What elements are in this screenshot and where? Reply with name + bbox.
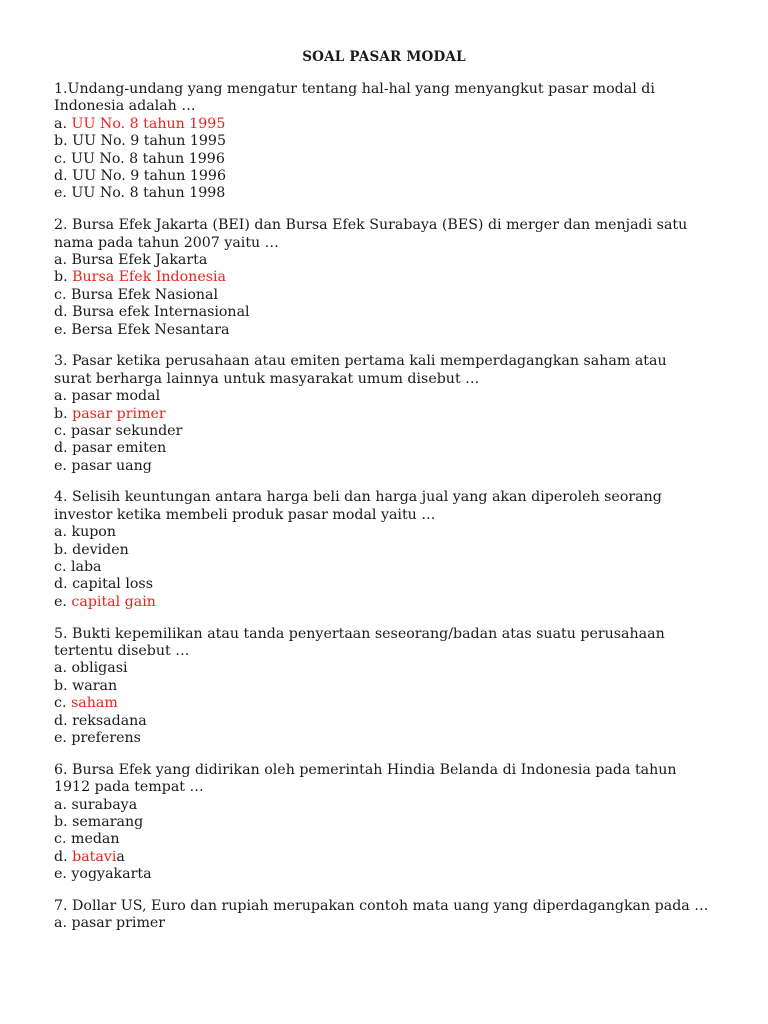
option-text: pasar emiten — [72, 440, 167, 457]
option-e — [54, 458, 724, 475]
option-text: yogyakarta — [71, 866, 152, 883]
option-a — [54, 116, 724, 133]
option-text-suffix: a — [116, 848, 125, 865]
option-text: capital loss — [72, 576, 153, 593]
option-d — [54, 713, 724, 730]
option-c — [54, 151, 724, 168]
option-letter: c. — [54, 286, 67, 303]
option-letter: e. — [54, 457, 67, 474]
option-text: surabaya — [71, 796, 138, 813]
option-text: medan — [70, 831, 120, 848]
option-a — [54, 252, 724, 269]
option-a — [54, 797, 724, 814]
option-e — [54, 866, 724, 883]
option-text-correct: saham — [70, 695, 118, 712]
option-c — [54, 287, 724, 304]
option-text: pasar modal — [71, 388, 161, 405]
option-letter: b. — [54, 269, 68, 286]
question-list — [54, 81, 724, 947]
option-e — [54, 185, 724, 202]
option-letter: a. — [54, 796, 67, 813]
option-letter: d. — [54, 576, 68, 593]
question-3 — [54, 353, 724, 475]
option-d — [54, 576, 724, 593]
option-d — [54, 440, 724, 457]
option-letter: a. — [54, 524, 67, 541]
option-a — [54, 915, 724, 932]
option-text: UU No. 9 tahun 1995 — [72, 133, 226, 150]
option-letter: a. — [54, 115, 67, 132]
question-2 — [54, 217, 724, 339]
option-text: Bursa Efek Jakarta — [71, 251, 208, 268]
option-letter: c. — [54, 695, 67, 712]
option-text-correct: Bursa Efek Indonesia — [72, 269, 226, 286]
question-7 — [54, 898, 724, 933]
option-letter: d. — [54, 168, 68, 185]
option-text-correct: pasar primer — [72, 405, 166, 422]
option-letter: c. — [54, 831, 67, 848]
option-e — [54, 322, 724, 339]
option-letter: e. — [54, 185, 67, 202]
option-letter: e. — [54, 321, 67, 338]
question-4 — [54, 489, 724, 611]
option-letter: e. — [54, 593, 67, 610]
option-text: pasar uang — [71, 457, 152, 474]
option-text: semarang — [72, 813, 144, 830]
option-text: Bursa Efek Nasional — [70, 286, 219, 303]
option-letter: a. — [54, 251, 67, 268]
option-c — [54, 831, 724, 848]
question-1 — [54, 81, 724, 203]
option-d — [54, 849, 724, 866]
option-letter: b. — [54, 133, 68, 150]
option-e — [54, 730, 724, 747]
option-letter: c. — [54, 422, 67, 439]
option-a — [54, 660, 724, 677]
option-c — [54, 695, 724, 712]
option-text: Bersa Efek Nesantara — [71, 321, 230, 338]
option-e — [54, 594, 724, 611]
option-letter: e. — [54, 730, 67, 746]
option-b — [54, 133, 724, 150]
option-letter: a. — [54, 915, 67, 932]
document-title: SOAL PASAR MODAL — [302, 49, 466, 65]
option-b — [54, 814, 724, 831]
option-text: waran — [72, 677, 118, 694]
option-b — [54, 269, 724, 286]
option-letter: d. — [54, 440, 68, 457]
option-letter: c. — [54, 559, 67, 576]
question-text: 5. Bukti kepemilikan atau tanda penyertaan seseorang/badan atas suatu perusahaan tertentu disebut … — [54, 625, 665, 659]
option-d — [54, 304, 724, 321]
option-letter: a. — [54, 660, 67, 677]
option-text: Bursa efek Internasional — [72, 304, 250, 321]
question-6 — [54, 762, 724, 884]
option-text: kupon — [71, 524, 116, 541]
option-letter: a. — [54, 388, 67, 405]
option-text-correct: capital gain — [71, 593, 156, 610]
option-letter: b. — [54, 813, 68, 830]
option-text: UU No. 9 tahun 1996 — [72, 168, 226, 185]
option-letter: b. — [54, 405, 68, 422]
option-text-correct: UU No. 8 tahun 1995 — [71, 115, 226, 132]
option-letter: d. — [54, 304, 68, 321]
question-5 — [54, 626, 724, 748]
question-text: 7. Dollar US, Euro dan rupiah merupakan contoh mata uang yang diperdagangkan pada … — [54, 897, 709, 914]
question-text: 6. Bursa Efek yang didirikan oleh pemerintah Hindia Belanda di Indonesia pada tahun 1912 pada tempat … — [54, 761, 677, 796]
option-text: preferens — [71, 730, 141, 746]
option-text: pasar primer — [71, 915, 166, 932]
option-letter: b. — [54, 677, 68, 694]
option-text: deviden — [72, 541, 129, 558]
option-c — [54, 423, 724, 440]
option-letter: b. — [54, 541, 68, 558]
option-text: UU No. 8 tahun 1996 — [70, 150, 225, 167]
question-text: 1.Undang-undang yang mengatur tentang hal-hal yang menyangkut pasar modal di Indonesia adalah … — [54, 81, 655, 115]
question-text: 2. Bursa Efek Jakarta (BEI) dan Bursa Efek Surabaya (BES) di merger dan menjadi satu nama pada tahun 2007 yaitu … — [54, 217, 688, 251]
option-letter: d. — [54, 712, 68, 729]
option-a — [54, 524, 724, 541]
option-letter: e. — [54, 866, 67, 883]
option-text: obligasi — [71, 660, 128, 677]
option-text-correct: batavi — [72, 848, 117, 865]
option-b — [54, 542, 724, 559]
option-a — [54, 388, 724, 405]
option-letter: d. — [54, 848, 68, 865]
question-text: 3. Pasar ketika perusahaan atau emiten pertama kali memperdagangkan saham atau surat berharga lainnya untuk masyarakat umum disebut … — [54, 353, 667, 387]
option-text: pasar sekunder — [70, 422, 183, 439]
option-b — [54, 406, 724, 423]
option-text: UU No. 8 tahun 1998 — [71, 185, 226, 202]
option-text: laba — [70, 559, 102, 576]
question-text: 4. Selisih keuntungan antara harga beli dan harga jual yang akan diperoleh seorang investor ketika membeli produk pasar modal yaitu … — [54, 489, 662, 523]
option-d — [54, 168, 724, 185]
option-letter: c. — [54, 150, 67, 167]
option-c — [54, 559, 724, 576]
option-text: reksadana — [72, 712, 147, 729]
option-b — [54, 678, 724, 695]
